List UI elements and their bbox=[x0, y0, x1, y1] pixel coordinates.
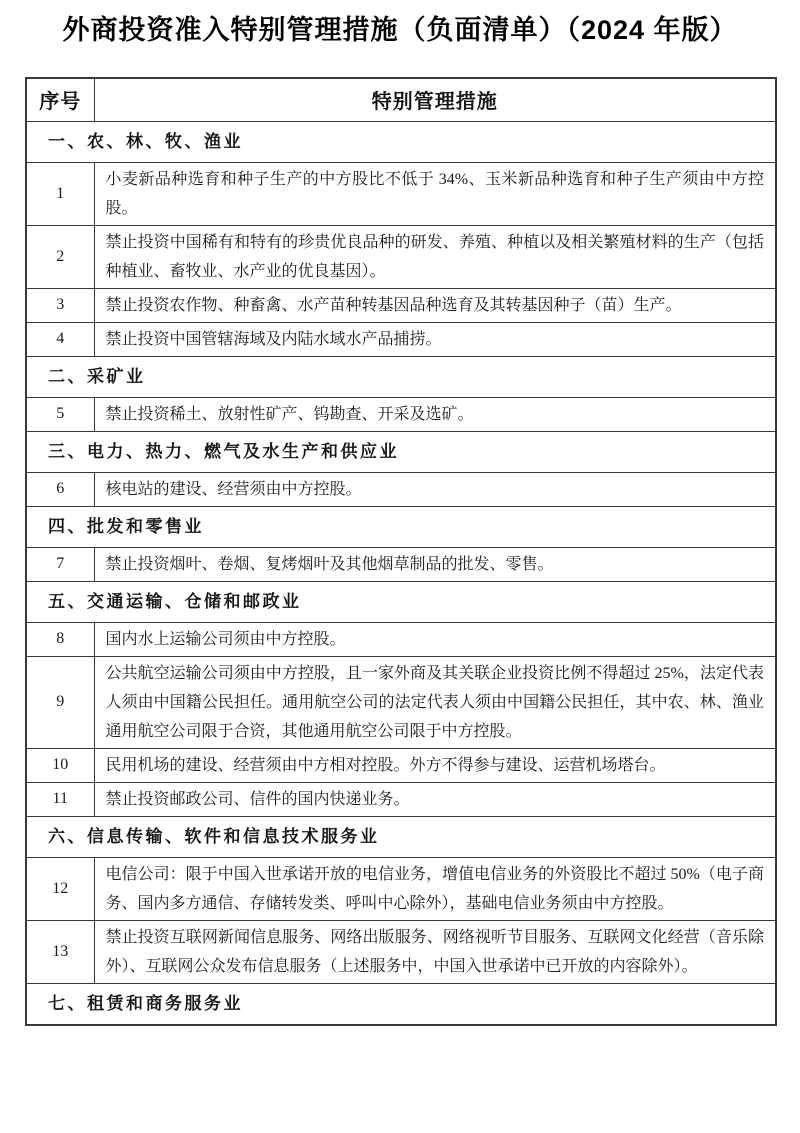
table-row bbox=[26, 225, 776, 288]
measure-text: 公共航空运输公司须由中方控股，且一家外商及其关联企业投资比例不得超过 25%，法定代表人须由中国籍公民担任。通用航空公司的法定代表人须由中国籍公民担任，其中农、林、渔业通用航空公司限于合资，其他通用航空公司限于中方控股。 bbox=[94, 656, 776, 748]
table-row bbox=[26, 322, 776, 356]
negative-list-table bbox=[25, 77, 777, 1026]
measure-text: 禁止投资中国管辖海域及内陆水域水产品捕捞。 bbox=[94, 322, 776, 356]
table-row bbox=[26, 782, 776, 816]
table-row bbox=[26, 920, 776, 983]
measure-text: 禁止投资烟叶、卷烟、复烤烟叶及其他烟草制品的批发、零售。 bbox=[94, 547, 776, 581]
section-title: 三、电力、热力、燃气及水生产和供应业 bbox=[26, 431, 776, 472]
table-row bbox=[26, 622, 776, 656]
table-row bbox=[26, 397, 776, 431]
column-header-index: 序号 bbox=[26, 78, 94, 121]
table-row bbox=[26, 547, 776, 581]
row-index: 9 bbox=[26, 656, 94, 748]
measure-text: 禁止投资邮政公司、信件的国内快递业务。 bbox=[94, 782, 776, 816]
section-title: 一、农、林、牧、渔业 bbox=[26, 121, 776, 162]
measure-text: 小麦新品种选育和种子生产的中方股比不低于 34%、玉米新品种选育和种子生产须由中方控股。 bbox=[94, 162, 776, 225]
row-index: 1 bbox=[26, 162, 94, 225]
measure-text: 核电站的建设、经营须由中方控股。 bbox=[94, 472, 776, 506]
table-row bbox=[26, 656, 776, 748]
section-title: 六、信息传输、软件和信息技术服务业 bbox=[26, 816, 776, 857]
row-index: 3 bbox=[26, 288, 94, 322]
row-index: 13 bbox=[26, 920, 94, 983]
section-title: 五、交通运输、仓储和邮政业 bbox=[26, 581, 776, 622]
row-index: 8 bbox=[26, 622, 94, 656]
measure-text: 国内水上运输公司须由中方控股。 bbox=[94, 622, 776, 656]
column-header-measures: 特别管理措施 bbox=[94, 78, 776, 121]
section-title: 四、批发和零售业 bbox=[26, 506, 776, 547]
row-index: 2 bbox=[26, 225, 94, 288]
measure-text: 禁止投资农作物、种畜禽、水产苗种转基因品种选育及其转基因种子（苗）生产。 bbox=[94, 288, 776, 322]
table-row bbox=[26, 748, 776, 782]
row-index: 7 bbox=[26, 547, 94, 581]
row-index: 5 bbox=[26, 397, 94, 431]
row-index: 12 bbox=[26, 857, 94, 920]
measure-text: 民用机场的建设、经营须由中方相对控股。外方不得参与建设、运营机场塔台。 bbox=[94, 748, 776, 782]
row-index: 4 bbox=[26, 322, 94, 356]
section-row bbox=[26, 431, 776, 472]
table-body bbox=[26, 121, 776, 1025]
row-index: 6 bbox=[26, 472, 94, 506]
table-row bbox=[26, 472, 776, 506]
measure-text: 禁止投资稀土、放射性矿产、钨勘查、开采及选矿。 bbox=[94, 397, 776, 431]
section-title: 二、采矿业 bbox=[26, 356, 776, 397]
section-row bbox=[26, 983, 776, 1025]
measure-text: 电信公司：限于中国入世承诺开放的电信业务，增值电信业务的外资股比不超过 50%（电子商务、国内多方通信、存储转发类、呼叫中心除外），基础电信业务须由中方控股。 bbox=[94, 857, 776, 920]
row-index: 11 bbox=[26, 782, 94, 816]
section-row bbox=[26, 816, 776, 857]
table-row bbox=[26, 162, 776, 225]
section-row bbox=[26, 121, 776, 162]
table-row bbox=[26, 857, 776, 920]
section-row bbox=[26, 506, 776, 547]
measure-text: 禁止投资中国稀有和特有的珍贵优良品种的研发、养殖、种植以及相关繁殖材料的生产（包括种植业、畜牧业、水产业的优良基因）。 bbox=[94, 225, 776, 288]
table-row bbox=[26, 288, 776, 322]
section-row bbox=[26, 356, 776, 397]
page-title: 外商投资准入特别管理措施（负面清单）（2024 年版） bbox=[62, 15, 738, 45]
row-index: 10 bbox=[26, 748, 94, 782]
table-header-row bbox=[26, 78, 776, 121]
section-row bbox=[26, 581, 776, 622]
measure-text: 禁止投资互联网新闻信息服务、网络出版服务、网络视听节目服务、互联网文化经营（音乐除外）、互联网公众发布信息服务（上述服务中，中国入世承诺中已开放的内容除外）。 bbox=[94, 920, 776, 983]
section-title: 七、租赁和商务服务业 bbox=[26, 983, 776, 1025]
